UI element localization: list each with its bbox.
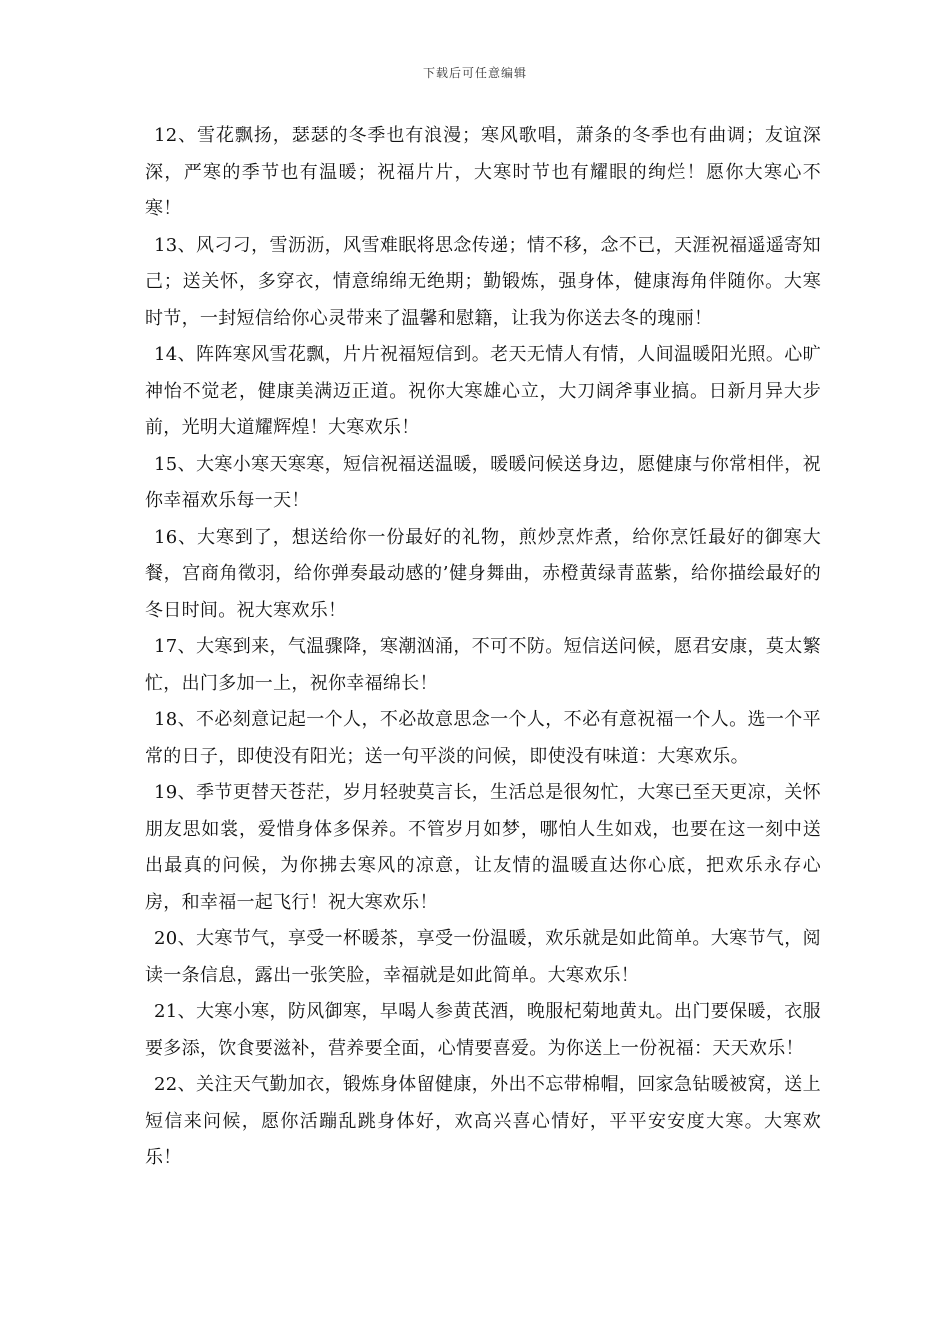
paragraph-21: 21、大寒小寒，防风御寒，早喝人参黄芪酒，晚服杞菊地黄丸。出门要保暖，衣服要多添，饮食要滋补，营养要全面，心情要喜爱。为你送上一份祝福：天天欢乐！ [145,1001,821,1059]
page-header-note: 下载后可任意编辑 [422,66,527,80]
paragraph-22: 22、关注天气勤加衣，锻炼身体留健康，外出不忘带棉帽，回家急钻暖被窝，送上短信来问候，愿你活蹦乱跳身体好，欢高兴喜心情好，平平安安度大寒。大寒欢乐！ [145,1074,821,1168]
paragraph-19: 19、季节更替天苍茫，岁月轻驶莫言长，生活总是很匆忙，大寒已至天更凉，关怀朋友思如裳，爱惜身体多保养。不管岁月如梦，哪怕人生如戏，也要在这一刻中送出最真的问候，为你拂去寒风的凉意，让友情的温暖直达你心底，把欢乐永存心房，和幸福一起飞行！祝大寒欢乐！ [145,782,821,913]
paragraph-12: 12、雪花飘扬，瑟瑟的冬季也有浪漫；寒风歌唱，萧条的冬季也有曲调；友谊深深，严寒的季节也有温暖；祝福片片，大寒时节也有耀眼的绚烂！愿你大寒心不寒！ [145,125,821,219]
paragraph-15: 15、大寒小寒天寒寒，短信祝福送温暖，暖暖问候送身边，愿健康与你常相伴，祝你幸福欢乐每一天！ [145,453,821,511]
paragraph-17: 17、大寒到来，气温骤降，寒潮汹涌，不可不防。短信送问候，愿君安康，莫太繁忙，出门多加一上，祝你幸福绵长！ [145,636,821,694]
paragraph-14: 14、阵阵寒风雪花飘，片片祝福短信到。老天无情人有情，人间温暖阳光照。心旷神怡不觉老，健康美满迈正道。祝你大寒雄心立，大刀阔斧事业搞。日新月异大步前，光明大道耀辉煌！大寒欢乐！ [145,344,821,438]
paragraph-16: 16、大寒到了，想送给你一份最好的礼物，煎炒烹炸煮，给你烹饪最好的御寒大餐，宫商角徵羽，给你弹奏最动感的’健身舞曲，赤橙黄绿青蓝紫，给你描绘最好的冬日时间。祝大寒欢乐！ [145,526,821,621]
document-body [145,118,821,1177]
paragraph-20: 20、大寒节气，享受一杯暖茶，享受一份温暖，欢乐就是如此简单。大寒节气，阅读一条信息，露出一张笑脸，幸福就是如此简单。大寒欢乐！ [145,928,821,986]
paragraph-18: 18、不必刻意记起一个人，不必故意思念一个人，不必有意祝福一个人。选一个平常的日子，即使没有阳光；送一句平淡的问候，即使没有味道：大寒欢乐。 [145,709,821,767]
paragraph-13: 13、风刁刁，雪沥沥，风雪难眠将思念传递；情不移，念不已，天涯祝福遥遥寄知己；送关怀，多穿衣，情意绵绵无绝期；勤锻炼，强身体，健康海角伴随你。大寒时节，一封短信给你心灵带来了温馨和慰籍，让我为你送去冬的瑰丽！ [145,234,821,329]
